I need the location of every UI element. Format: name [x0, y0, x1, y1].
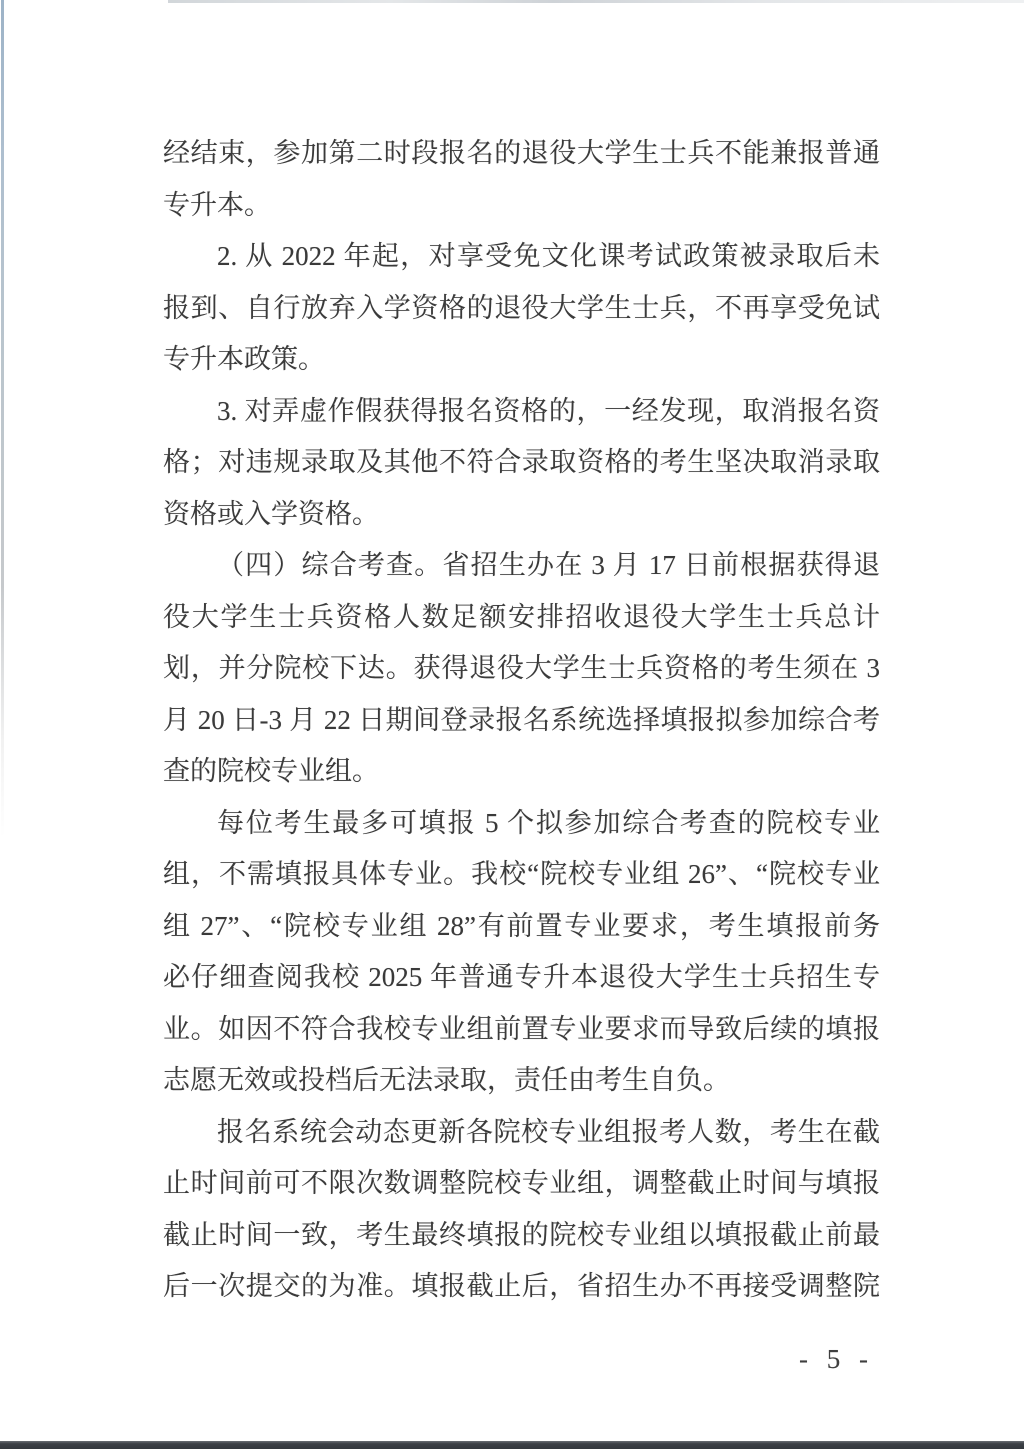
text-line: 专升本。: [163, 189, 271, 220]
text-line: 月 20 日-3 月 22 日期间登录报名系统选择填报拟参加综合考: [163, 704, 880, 735]
text-line: 划，并分院校下达。获得退役大学生士兵资格的考生须在 3: [163, 653, 880, 683]
page-number: - 5 -: [799, 1344, 874, 1374]
text-line: 业。如因不符合我校专业组前置专业要求而导致后续的填报: [163, 1013, 880, 1044]
text-line: 后一次提交的为准。填报截止后，省招生办不再接受调整院: [163, 1271, 880, 1301]
text-line: （四）综合考查。省招生办在 3 月 17 日前根据获得退: [217, 550, 880, 580]
text-line: 报名系统会动态更新各院校专业组报考人数，考生在截: [217, 1116, 880, 1147]
text-line: 截止时间一致，考生最终填报的院校专业组以填报截止前最: [163, 1219, 880, 1250]
text-line: 经结束，参加第二时段报名的退役大学生士兵不能兼报普通: [163, 138, 880, 168]
text-line: 专升本政策。: [163, 344, 325, 374]
text-line: 格；对违规录取及其他不符合录取资格的考生坚决取消录取: [163, 447, 880, 477]
text-line: 组 27”、“院校专业组 28”有前置专业要求，考生填报前务: [163, 910, 880, 941]
text-line: 查的院校专业组。: [163, 756, 379, 786]
text-line: 3. 对弄虚作假获得报名资格的，一经发现，取消报名资: [217, 395, 880, 426]
scan-edge-bottom-bar: [0, 1441, 1024, 1449]
text-line: 每位考生最多可填报 5 个拟参加综合考查的院校专业: [217, 807, 880, 838]
scan-edge-left-strip: [1, 0, 4, 838]
text-line: 组，不需填报具体专业。我校“院校专业组 26”、“院校专业: [163, 859, 880, 889]
text-line: 2. 从 2022 年起，对享受免文化课考试政策被录取后未: [217, 241, 880, 271]
text-line: 止时间前可不限次数调整院校专业组，调整截止时间与填报: [163, 1168, 880, 1198]
text-line: 资格或入学资格。: [163, 498, 379, 529]
document-body: [163, 128, 880, 1313]
scan-edge-top-line: [168, 0, 1024, 3]
text-line: 报到、自行放弃入学资格的退役大学生士兵，不再享受免试: [163, 292, 880, 323]
text-line: 志愿无效或投档后无法录取，责任由考生自负。: [163, 1065, 730, 1095]
text-line: 役大学生士兵资格人数足额安排招收退役大学生士兵总计: [163, 601, 880, 632]
text-line: 必仔细查阅我校 2025 年普通专升本退役大学生士兵招生专: [163, 962, 880, 992]
